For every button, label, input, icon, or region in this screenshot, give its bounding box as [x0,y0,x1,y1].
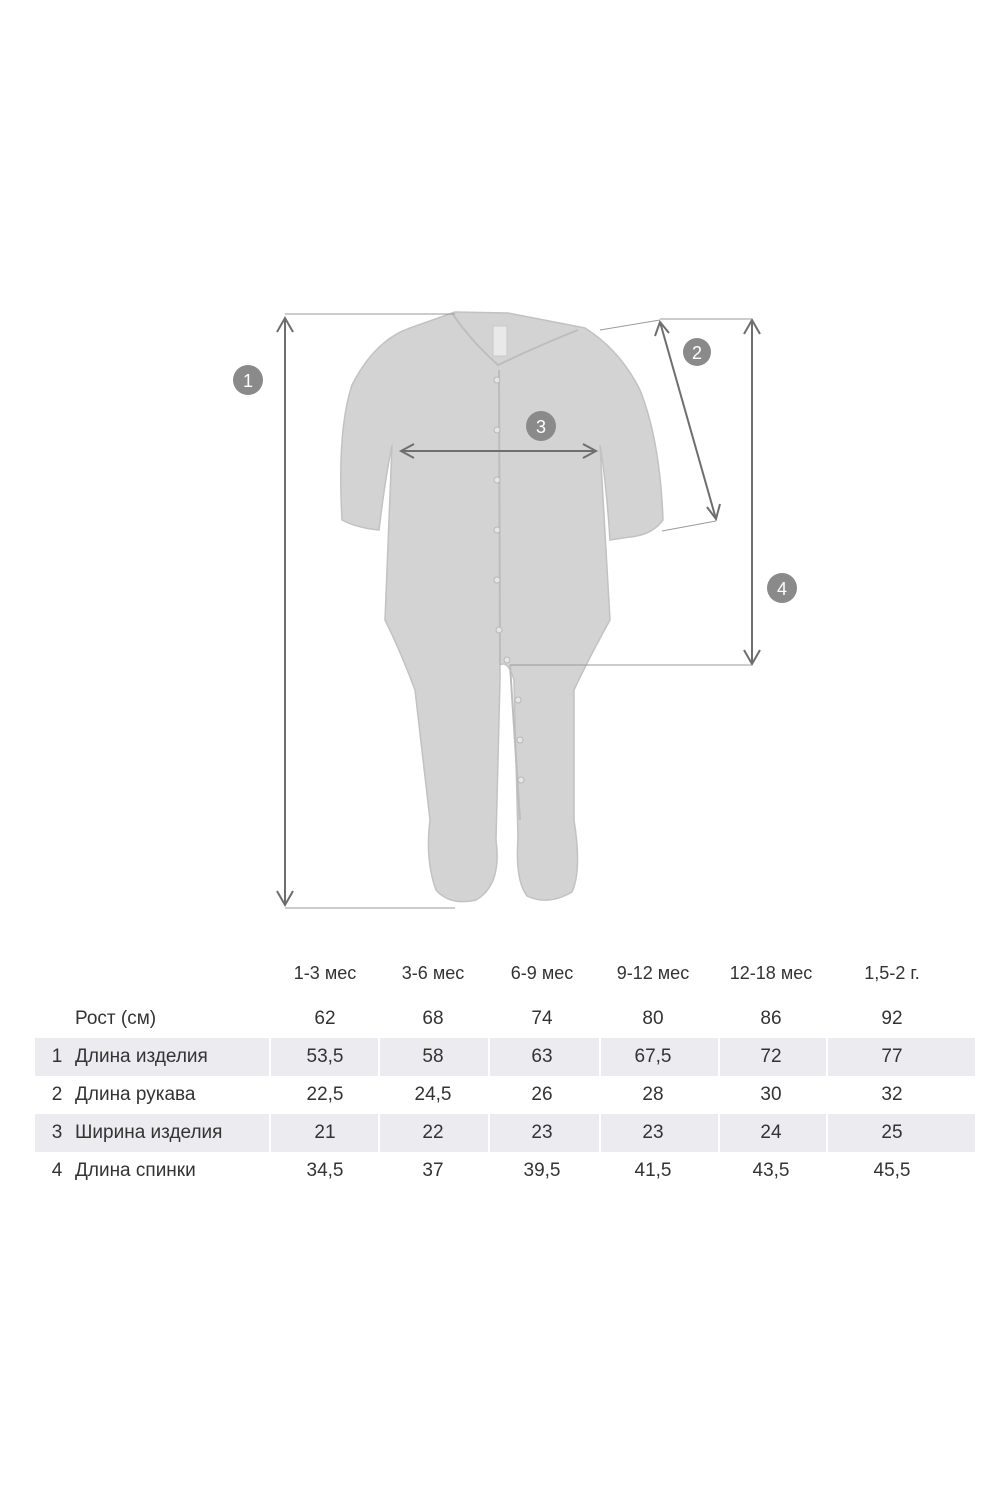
svg-text:4: 4 [776,579,788,599]
size-header: 6-9 мес [510,963,574,983]
cell: 62 [314,1008,336,1029]
cell: 68 [422,1008,444,1029]
size-header: 1,5-2 г. [864,963,920,983]
cell: 22 [422,1122,444,1143]
table-row-height [35,1000,975,1038]
sleepsuit-body [341,312,663,902]
cell: 77 [881,1046,903,1067]
row-label: Длина изделия [75,1046,208,1067]
cell: 80 [642,1008,664,1029]
cell: 39,5 [523,1160,561,1181]
placket [499,370,500,665]
cell: 24 [760,1122,782,1143]
cell: 67,5 [634,1046,672,1067]
badge-2 [683,338,711,366]
cell: 41,5 [634,1160,672,1181]
size-header: 9-12 мес [616,963,690,983]
cell: 53,5 [306,1046,344,1067]
cell: 43,5 [752,1160,790,1181]
row-label: Рост (см) [75,1008,157,1029]
row-label: Ширина изделия [75,1122,223,1143]
cell: 37 [422,1160,444,1181]
svg-text:2: 2 [691,343,703,363]
cell: 30 [760,1084,782,1105]
size-header: 12-18 мес [729,963,813,983]
cell: 25 [881,1122,903,1143]
cell: 34,5 [306,1160,344,1181]
cell: 22,5 [306,1084,344,1105]
badge-4 [767,573,797,603]
collar-tag [493,326,507,356]
cell: 23 [642,1122,664,1143]
cell: 32 [881,1084,903,1105]
cell: 58 [422,1046,444,1067]
table-row [35,1076,975,1114]
row-number: 3 [51,1122,63,1143]
cell: 28 [642,1084,664,1105]
cell: 45,5 [873,1160,911,1181]
cell: 63 [531,1046,553,1067]
badge-1 [233,365,263,395]
size-table [35,950,975,1190]
size-header: 3-6 мес [401,963,465,983]
row-label: Длина рукава [75,1084,196,1105]
table-row [35,1038,975,1076]
cell: 86 [760,1008,782,1029]
row-label: Длина спинки [75,1160,196,1181]
svg-text:1: 1 [242,371,254,391]
sleepsuit-icon [341,312,663,902]
badge-3 [526,411,556,441]
cell: 72 [760,1046,782,1067]
cell: 92 [881,1008,903,1029]
cell: 21 [314,1122,336,1143]
cell: 24,5 [414,1084,452,1105]
row-number: 1 [51,1046,63,1067]
table-row [35,1152,975,1190]
table-row [35,1114,975,1152]
row-number: 4 [51,1160,63,1181]
size-header: 1-3 мес [293,963,357,983]
cell: 74 [531,1008,553,1029]
cell: 23 [531,1122,553,1143]
svg-text:3: 3 [535,417,547,437]
row-number: 2 [51,1084,63,1105]
table-header-row [35,950,975,1000]
cell: 26 [531,1084,553,1105]
